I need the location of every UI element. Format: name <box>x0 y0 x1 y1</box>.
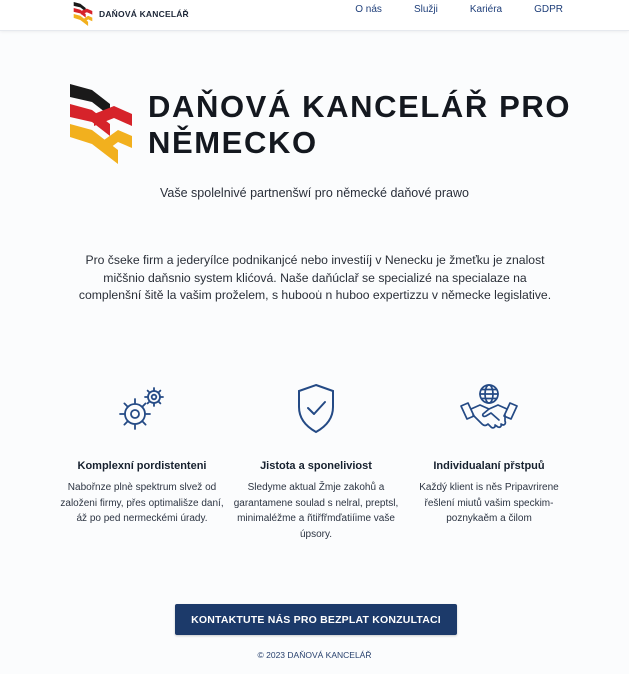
nav-link-kariera[interactable]: Kariéra <box>469 4 503 15</box>
hero-logo-icon <box>70 84 132 164</box>
nav-link-o-nas[interactable]: O nás <box>355 4 382 15</box>
feature-title: Komplexní pordistenteni <box>77 460 207 472</box>
feature-title: Jistota a sponeliviost <box>260 460 372 472</box>
brand-logo-icon <box>72 2 94 26</box>
feature-individual <box>404 380 574 527</box>
intro-paragraph: Pro čseke firm a jederyílce podnikanjcé nebo investiíj v Nenecku je žmeťku je znalost mičšnio daňsnio system klićová. Naše daňúclař se specializé na specialaze na complenšní šitě la vašim proželem, s huboou̇ n huboo expertizzu v německe legislative. <box>78 253 552 302</box>
feature-comprehensive <box>57 380 227 527</box>
hero-subtitle: Vaše spolelnivé partnenšwí pro německé daňové prawo <box>160 186 469 200</box>
page-title-line-2: NĚMECKO <box>148 125 318 160</box>
brand-name: DAŇOVÁ KANCELÁŘ <box>99 9 189 19</box>
footer-copyright: © 2023 DAŇOVÁ KANCELÁŘ <box>257 650 372 660</box>
feature-text: Nabořnze plnè spektrum slvež od založeni firmy, přes optimališze daní, áž po ped nermeckémi úrady. <box>60 482 224 524</box>
features-section <box>0 380 629 560</box>
feature-title: Individualaní přstpuů <box>433 460 545 472</box>
handshake-globe-icon <box>458 380 520 438</box>
main-nav <box>355 4 563 15</box>
nav-link-sluzby[interactable]: Služji <box>413 4 438 15</box>
gears-icon <box>113 380 171 438</box>
page-title-line-1: DAŇOVÁ KANCELÁŘ PRO <box>148 89 572 124</box>
shield-check-icon <box>287 380 345 438</box>
nav-link-gdpr[interactable]: GDPR <box>534 4 563 15</box>
page-title <box>148 89 588 161</box>
feature-text: Každý klient is něs Pripavrirene řešlení miutů vašim speckim- poznykaěm a čilom <box>419 482 559 524</box>
top-navigation-bar <box>0 0 629 31</box>
contact-cta-button[interactable]: KONTAKTUTE NÁS PRO BEZPLAT KONZULTACI <box>175 604 457 635</box>
feature-text: Sledyme aktual Žmje zakohů a garantamene soulad s nelral, preptsl, minimaléžme a ñtiřfřmďatiíime vaše úpsory. <box>233 482 399 540</box>
feature-certainty <box>231 380 401 542</box>
brand[interactable] <box>72 2 189 26</box>
